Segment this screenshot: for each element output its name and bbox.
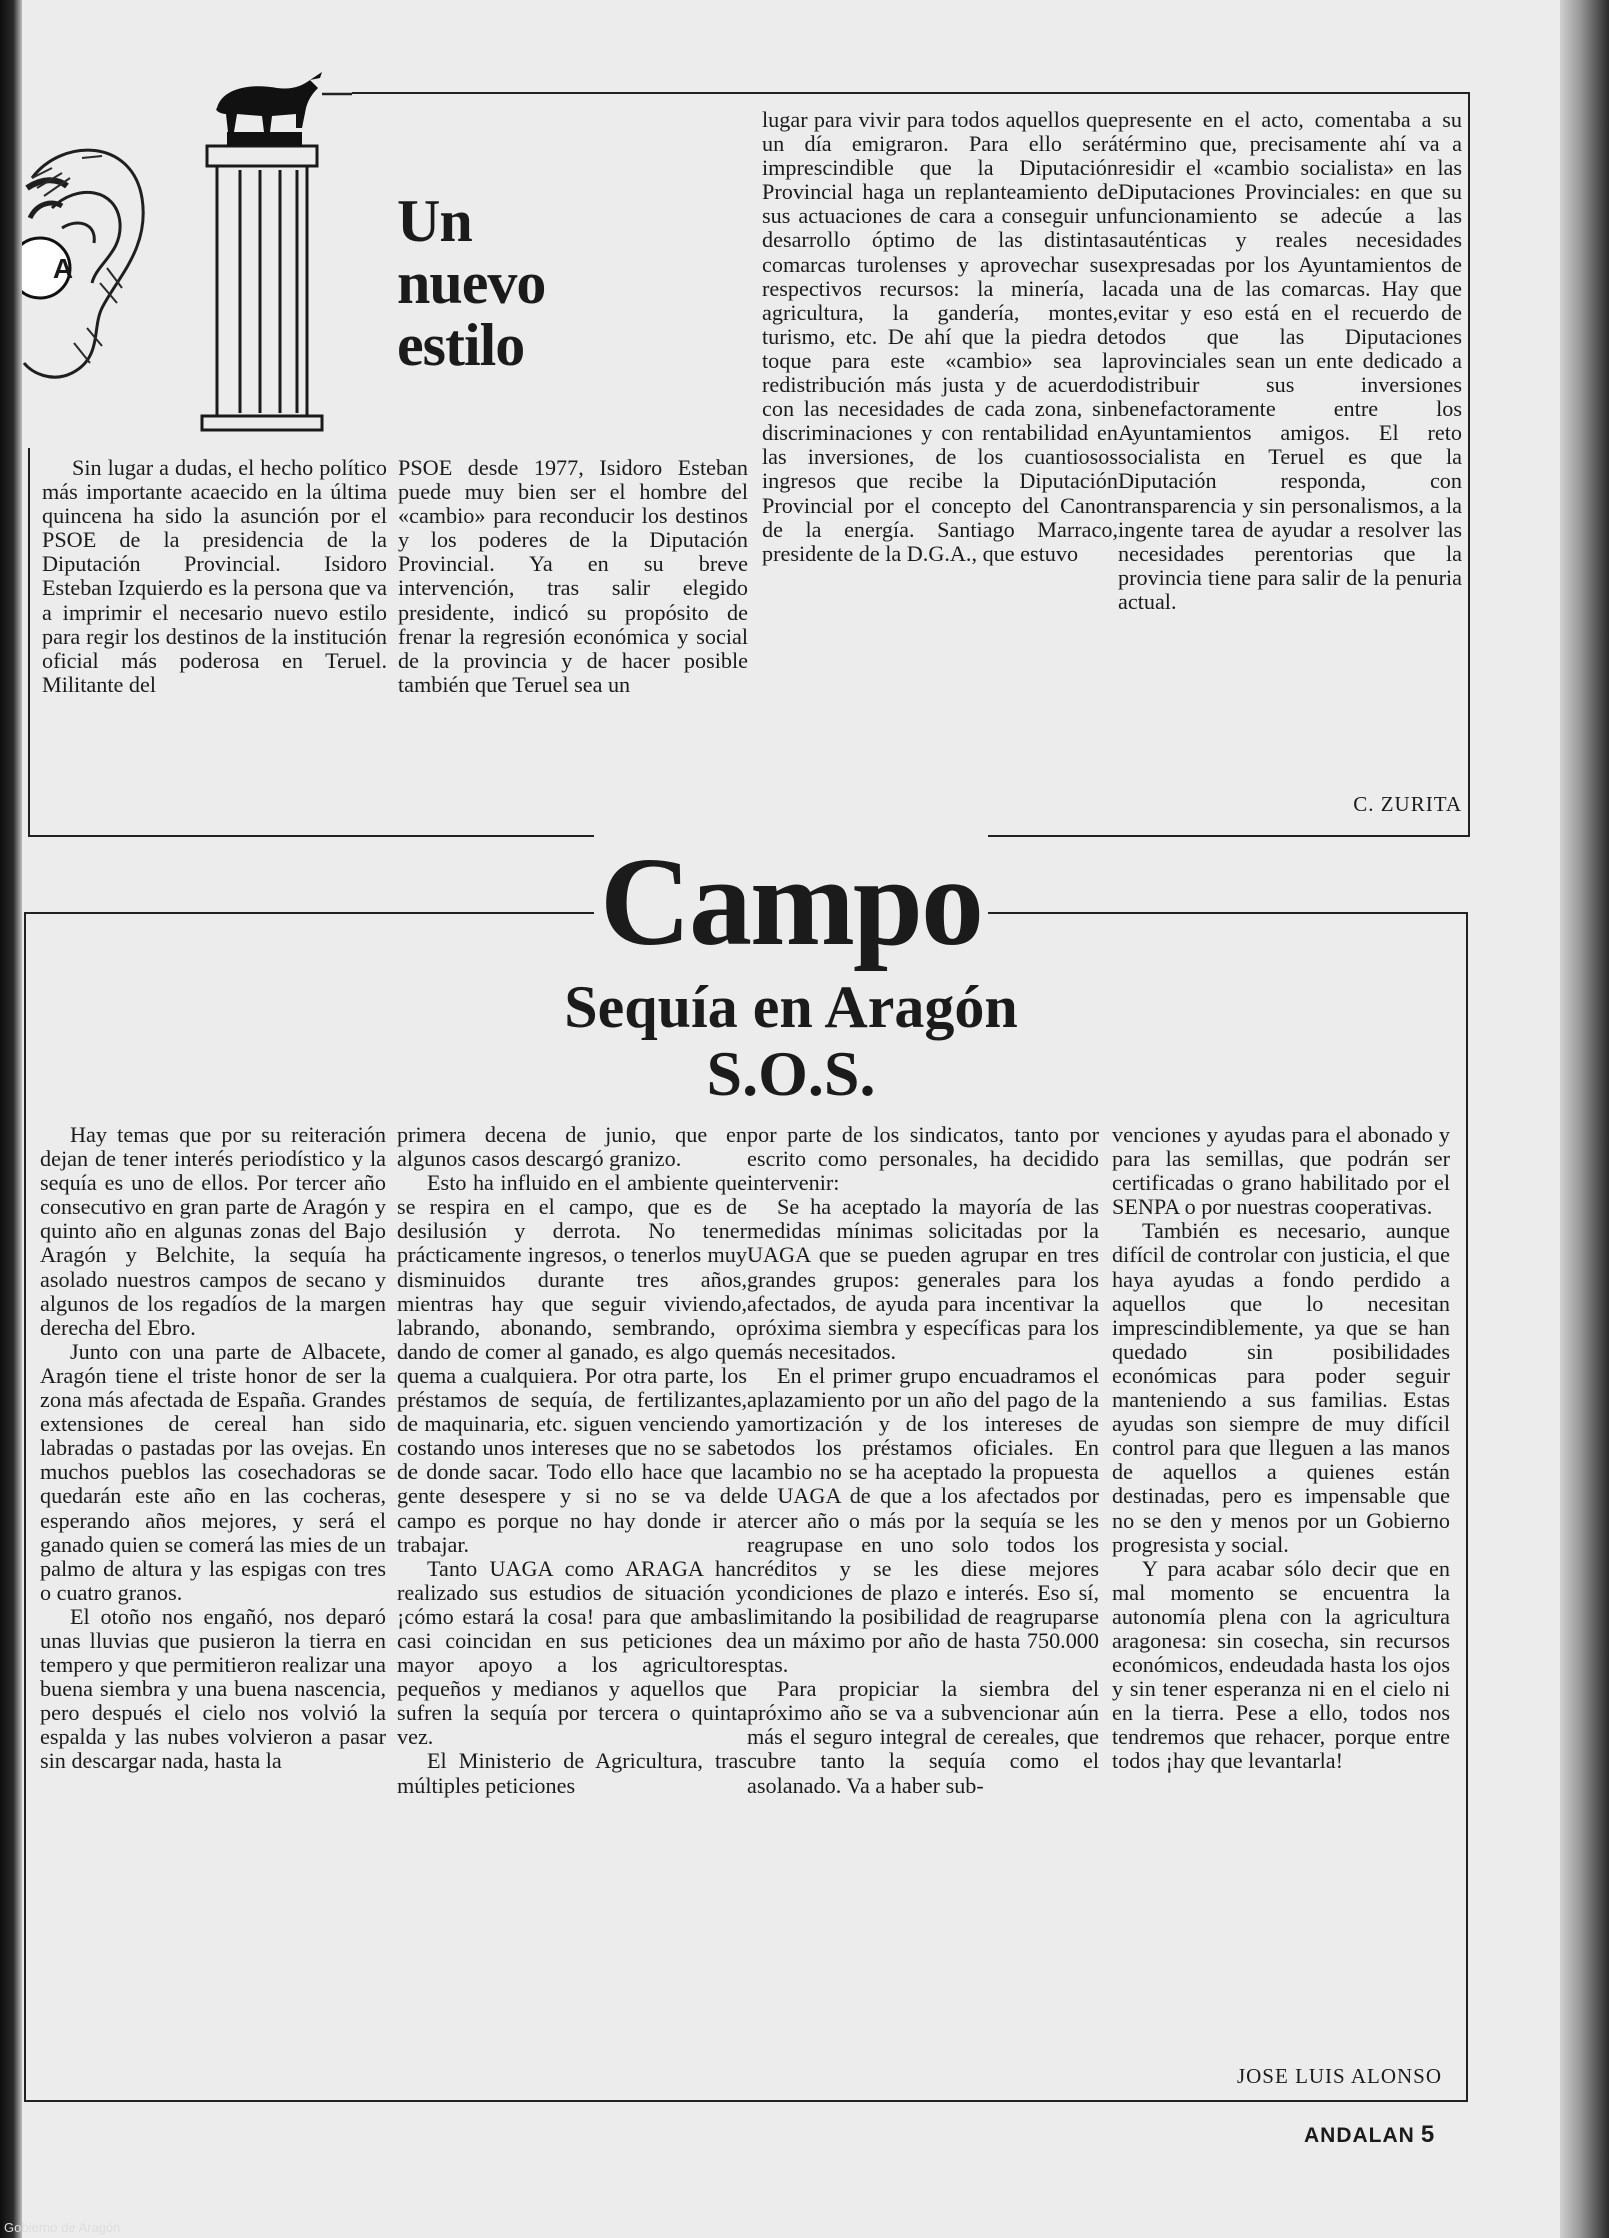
article2-column-3 (747, 1123, 1099, 1798)
article1-col3-text: lugar para vivir para todos aquellos que un día emigraron. Para ello será imprescindible que la Diputación Provincial haga un replanteamiento de sus actuaciones de cara a conseguir un desarrollo óptimo de las distintas comarcas turolenses y aprovechar sus respectivos recursos: la minería, la agricultura, la gandería, montes, turismo, etc. De ahí que la piedra de toque para este «cambio» sea la redistribución más justa y de acuerdo con las necesidades de cada zona, sin discriminaciones y con rentabilidad en las inversiones, de los cuantiosos ingresos que recibe la Diputación Provincial por el concepto del Canon de la energía. Santiago Marraco, presidente de la D.G.A., que estuvo (762, 107, 1118, 566)
paragraph: venciones y ayudas para el abonado y para las semillas, que podrán ser certificadas o grano habilitado por el SENPA o por nuestras cooperativas. (1112, 1122, 1450, 1220)
article1-byline: C. ZURITA (1353, 792, 1462, 816)
article2-column-4 (1112, 1123, 1450, 1774)
ear-column-bull-illustration (22, 28, 352, 448)
article1-column-2 (398, 456, 748, 697)
paragraph: Se ha aceptado la mayoría de las medidas mínimas solicitadas por la UAGA que se pueden agrupar en tres grandes grupos: generales para los afectados, de ayuda para incentivar la próxima siembra y específicas para los más necesitados. (747, 1194, 1099, 1364)
article1-col2-text: PSOE desde 1977, Isidoro Esteban puede muy bien ser el hombre del «cambio» para reconducir los destinos y los poderes de la Diputación Provincial. Ya en su breve intervención, tras salir elegido presidente, indicó su propósito de frenar la regresión económica y social de la provincia y de hacer posible también que Teruel sea un (398, 455, 748, 697)
article1-column-1 (42, 456, 387, 697)
article1-col4-text: presente en el acto, comentaba a su término que, precisamente ahí va a residir el «cambio socialista» en las Diputaciones Provinciales: en que su funcionamiento se adecúe a las auténticas y reales necesidades expresadas por los Ayuntamientos de cada una de las comarcas. Hay que evitar y eso está en el recuerdo de todos que las Diputaciones provinciales sean un ente dedicado a distribuir sus inversiones benefactoramente entre los Ayuntamientos amigos. El reto socialista en Teruel es que la Diputación responda, con transparencia y sin personalismos, a la ingente tarea de ayudar a resolver las necesidades perentorias que la provincia tiene para salir de la penuria actual. (1118, 107, 1462, 614)
article1-headline (397, 190, 637, 376)
headline-line-3: estilo (397, 312, 525, 378)
article2-subtitle-1: Sequía en Aragón (564, 974, 1018, 1040)
publication-name: ANDALAN (1304, 2124, 1415, 2147)
newspaper-page (22, 0, 1560, 2238)
article2-byline: JOSE LUIS ALONSO (1236, 2064, 1442, 2088)
article2-column-2 (397, 1123, 747, 1798)
archive-credit: Gobierno de Aragón (4, 2220, 121, 2235)
paragraph: Hay temas que por su reiteración dejan de tener interés periodístico y la sequía es uno de ellos. Por tercer año consecutivo en gran parte de Aragón y quinto año en algunas zonas del Bajo Aragón y Belchite, la sequía ha asolado nuestros campos de secano y algunos de los regadíos de la margen derecha del Ebro. (40, 1122, 386, 1340)
article2-subtitle-2: S.O.S. (706, 1038, 876, 1109)
paragraph: primera decena de junio, que en algunos casos descargó granizo. (397, 1122, 747, 1172)
paragraph: Para propiciar la siembra del próximo año se va a subvencionar aún más el seguro integral de cereales, que cubre tanto la sequía como el asolanado. Va a haber sub- (747, 1676, 1099, 1798)
headline-line-1: Un (397, 188, 472, 254)
scan-edge-left (0, 0, 22, 2238)
article1-column-3 (762, 108, 1118, 566)
badge-letter: A (52, 253, 74, 284)
paragraph: Tanto UAGA como ARAGA han realizado sus estudios de situación y ¡cómo estará la cosa! para que ambas casi coincidan en sus peticiones de mayor apoyo a los agricultores pequeños y medianos y aquellos que sufren la sequía por tercera o quinta vez. (397, 1555, 747, 1750)
article1-col1-text: Sin lugar a dudas, el hecho político más importante acaecido en la última quincena ha sido la asunción por el PSOE de la presidencia de la Diputación Provincial. Isidoro Esteban Izquierdo es la persona que va a imprimir el necesario nuevo estilo para regir los destinos de la institución oficial más poderosa en Teruel. Militante del (42, 455, 388, 697)
paragraph: El Ministerio de Agricultura, tras múltiples peticiones (397, 1748, 747, 1798)
scan-edge-right (1560, 0, 1609, 2238)
paragraph: Junto con una parte de Albacete, Aragón tiene el triste honor de ser la zona más afectada de España. Grandes extensiones de cereal han sido labradas o pastadas por las ovejas. En muchos pueblos las cosechadoras se quedarán este año en las cocheras, esperando años mejores, y será el ganado quien se comerá las mies de un palmo de altura y las espigas con tres o cuatro granos. (40, 1338, 386, 1605)
article2-column-1 (40, 1123, 386, 1774)
page-number: 5 (1420, 2121, 1436, 2148)
section-headline (22, 833, 1560, 972)
paragraph: En el primer grupo encuadramos el aplazamiento por un año del pago de la amortización y de los intereses de todos los préstamos oficiales. En cambio no se ha aceptado la propuesta de UAGA de que a los afectados por tercer año o más por la sequía se les reagrupase en uno solo todos los créditos y se les diese mejores condiciones de plazo e interés. Eso sí, limitando la posibilidad de reagruparse a un máximo por año de hasta 750.000 ptas. (747, 1362, 1099, 1678)
paragraph: El otoño nos engañó, nos deparó unas lluvias que pusieron la tierra en tempero y que permitieron realizar una buena siembra y una buena nascencia, pero después el cielo nos volvió la espalda y las nubes volvieron a pasar sin descargar nada, hasta la (40, 1603, 386, 1774)
column-icon (202, 146, 322, 430)
article1-column-4 (1118, 108, 1462, 614)
paragraph: También es necesario, aunque difícil de controlar con justicia, el que haya ayudas a fondo perdido a aquellos que lo necesitan imprescindiblemente, ya que se han quedado sin posibilidades económicas para poder seguir manteniendo a sus familias. Estas ayudas son siempre de muy difícil control para que lleguen a las manos de aquellos a quienes están destinadas, pero es impensable que no se den y menos por un Gobierno progresista y social. (1112, 1218, 1450, 1557)
section-title: Campo (594, 833, 988, 972)
paragraph: por parte de los sindicatos, tanto por escrito como personales, ha decidido intervenir: (747, 1122, 1099, 1196)
paragraph: Y para acabar sólo decir que en mal momento se encuentra la autonomía plena con la agricultura aragonesa: sin cosecha, sin recursos económicos, endeudada hasta los ojos y sin tener esperanza ni en el cielo ni en la tierra. Pese a ello, todos nos tendremos que rehacer, porque entre todos ¡hay que levantarla! (1112, 1555, 1450, 1774)
headline-line-2: nuevo (397, 250, 546, 316)
paragraph: Esto ha influido en el ambiente que se respira en el campo, que es de desilusión y derrota. No tener prácticamente ingresos, o tenerlos muy disminuidos durante tres años, mientras hay que seguir viviendo, labrando, abonando, sembrando, o dando de comer al ganado, es algo que quema a cualquiera. Por otra parte, los préstamos de sequía, de fertilizantes, de maquinaria, etc. siguen venciendo y costando unos intereses que no se sabe de donde sacar. Todo ello hace que la gente desespere y si no se va del campo es porque no hay donde ir a trabajar. (397, 1170, 747, 1557)
page-footer (1304, 2121, 1435, 2149)
